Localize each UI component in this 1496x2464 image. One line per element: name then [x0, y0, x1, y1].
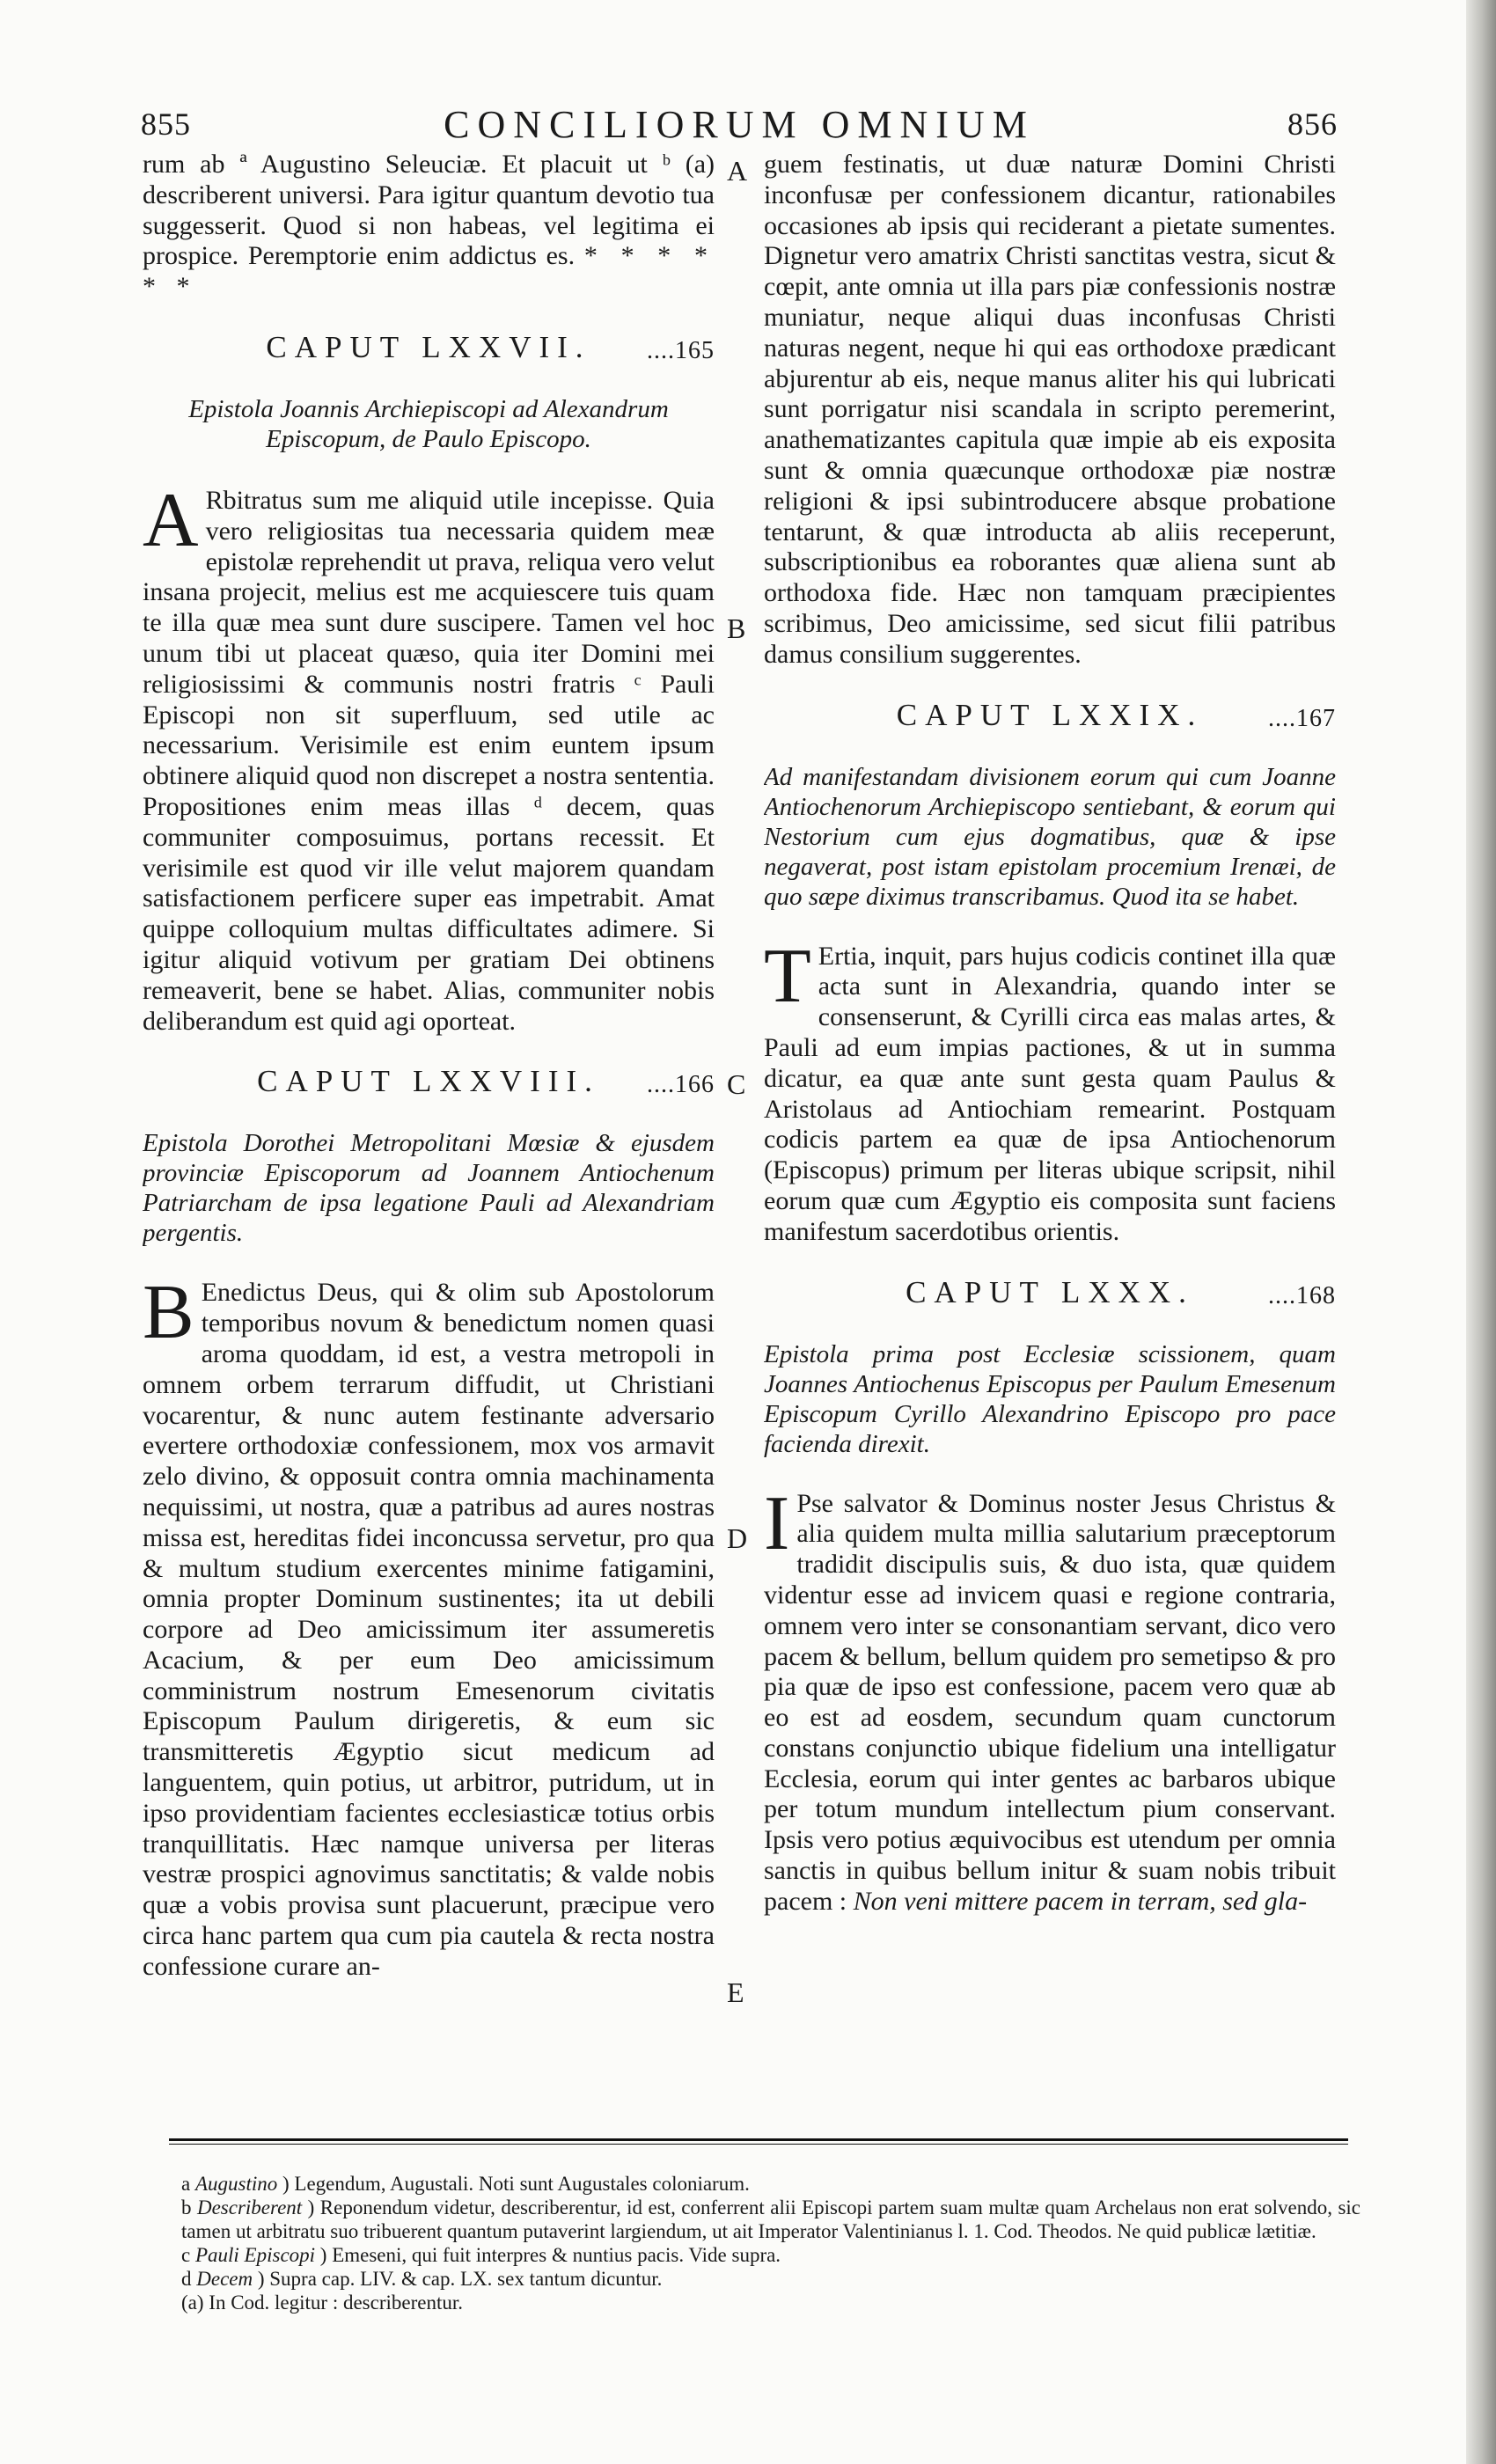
footnote-lemma: Decem	[196, 2268, 253, 2290]
footnote-mark: b	[181, 2196, 192, 2218]
caput-78-text: Enedictus Deus, qui & olim sub Apostolorum temporibus novum & benedictum nomen quasi aroma quoddam, id est, a vestra metropoli in omnem orbem terrarum diffudit, ut Christiani vocarentur, & nunc autem festinante adversario evertere orthodoxiæ confessionem, mox vos armavit zelo divino, & opposuit contra omnia machinamenta nequissimi, ut nostra, quæ a patribus ad aures nostras missa est, hereditas fidei inconcussa servetur, pro qua & multum studium exercentes minime fatigamini, omnia propter Dominum sustinentes; ita ut debili corpore ad Deo amicissimum iter assumeretis Acacium, & per eum Deo amicissimum comministrum nostrum Emesenorum civitatis Episcopum Paulum dirigeretis, & eum sic transmitteretis Ægyptio sicut medicum ad languentem, quin potius, ut arbitror, putridum, ut in ipso providentiam facientes ecclesiasticæ totius orbis tranquillitatis. Hæc namque universa per literas vestræ prospici agnovimus sanctitatis; & valde nobis quæ a vobis provisa sunt placuerunt, præcipue vero circa hanc partem qua cum pia cautela & recta nostra confessione curare an-	[143, 1278, 715, 1981]
footnote-mark: (a)	[181, 2292, 204, 2314]
caput-77-heading	[143, 329, 715, 368]
caput-79-ref: ....167	[1268, 704, 1336, 732]
footnote-text: ) Emeseni, qui fuit interpres & nuntius pacis. Vide supra.	[319, 2244, 781, 2266]
caput-80-text: Pse salvator & Dominus noster Jesus Christus & alia quidem multa millia salutarium præceptorum tradidit discipulis suis, & duo ista, quæ quidem videntur esse ad invicem quasi e regione contraria, omnem vero inter se consonantiam servant, dico vero pacem & bellum, bellum quidem pro semetipso & pro pia quæ de ipso est confessione, pacem vero quæ ab eo est ad eosdem, secundum quam cunctorum constans conjunctio ubique fidelium una intelligatur Ecclesia, eorum qui inter gentes ac barbaros ubique per totum mundum intellectum pium conservant. Ipsis vero potius æquivocibus est utendum per omnia sanctis in quibus bellum initur & suam nobis tribuit pacem :	[764, 1488, 1336, 1916]
right-column	[764, 150, 1336, 2112]
footnote-mark: d	[181, 2268, 192, 2290]
caput-77-label: CAPUT LXXVII.	[266, 329, 591, 364]
footnotes	[181, 2172, 1360, 2314]
caput-80-text-italic: Non veni mittere pacem in terram, sed gla-	[853, 1886, 1308, 1916]
page-number-right: 856	[1287, 106, 1338, 142]
caput-78-title: Epistola Dorothei Metropolitani Mœsiæ & ejusdem provinciæ Episcoporum ad Joannem Antiochenum Patriarcham de ipsa legatione Pauli ad Alexandriam pergentis.	[143, 1129, 715, 1248]
caput-80-body	[764, 1480, 1336, 1918]
caput-77-body	[143, 477, 715, 1037]
caput-78-label: CAPUT LXXVIII.	[257, 1064, 600, 1099]
footnote-mark: c	[181, 2244, 191, 2266]
page-edge-shadow	[1466, 0, 1496, 2464]
margin-letter-a: A	[727, 155, 748, 187]
caput-78-ref: ....166	[647, 1071, 715, 1099]
footnote-lemma: Augustino	[194, 2173, 278, 2195]
footnote-a	[181, 2172, 1360, 2196]
caput-80-initial: I	[764, 1480, 790, 1566]
footnote-text: ) Reponendum videtur, describerentur, id est, conferrent alii Episcopi partem suam multæ quam Archelaus non erat solvendo, sic tamen ut arbitratu suo tribuerent quantum putaverint largiendum, ut ait Imperator Valentinianus l. 1. Cod. Theodos. Ne quid publicæ lætitiæ.	[181, 2196, 1361, 2242]
intro-paragraph	[143, 150, 715, 303]
footnote-rule	[169, 2138, 1348, 2141]
caput-80-title: Epistola prima post Ecclesiæ scissionem, quam Joannes Antiochenus Episcopus per Paulum Emesenum Episcopum Cyrillo Alexandrino Episcopo pro pace facienda direxit.	[764, 1339, 1336, 1458]
margin-letter-d: D	[727, 1522, 748, 1554]
margin-letter-e: E	[727, 1976, 744, 2008]
caput-78-heading	[143, 1064, 715, 1102]
footnote-lemma: Describerent	[196, 2196, 303, 2218]
caput-79-body	[764, 933, 1336, 1248]
intro-text: rum ab ª Augustino Seleuciæ. Et placuit ut ᵇ (a) describerent universi. Para igitur quantum devotio tua suggesserit. Quod si non habeas, vel legitima ei prospice. Peremptorie enim addictus es.	[143, 150, 715, 271]
page-number-left: 855	[141, 106, 191, 142]
footnote-text: In Cod. legitur : describerentur.	[209, 2292, 463, 2314]
margin-letter-c: C	[727, 1068, 746, 1100]
caput-79-label: CAPUT LXXIX.	[896, 697, 1204, 732]
footnote-lemma: Pauli Episcopi	[194, 2244, 316, 2266]
page-header	[141, 99, 1338, 151]
right-intro-paragraph: guem festinatis, ut duæ naturæ Domini Christi inconfusæ per confessionem dicantur, rationabiles occasiones ab ipsis qui reciderant a pietate sumentes. Dignetur vero amatrix Christi sanctitas vestra, sicut & cœpit, ante omnia ut illa pars piæ confessionis nostræ muniatur, neque aliqui duas inconfusas Christi naturas negent, neque hi qui eas orthodoxe prædicant abjurentur ab eis, neque manus aliter his qui lubricati sunt porrigatur nisi scandala in scripto peremerint, anathematizantes capitula quæ impie ab eis exposita sunt & omnia quæcunque orthodoxæ piæ nostræ religioni & ipsi subintroducere absque probatione tentarunt, & quæ introducta ab aliis receperunt, subscriptionibus ea roborantes quæ aliena sunt ab orthodoxa fide. Hæc non tamquam præcipientes scribimus, Deo amicissime, sed sicut filii patribus damus consilium suggerentes.	[764, 150, 1336, 669]
caput-79-heading	[764, 697, 1336, 736]
footnote-e	[181, 2291, 1360, 2314]
footnote-mark: a	[181, 2173, 191, 2195]
caput-77-ref: ....165	[647, 336, 715, 364]
margin-letter-b: B	[727, 612, 746, 644]
caput-80-ref: ....168	[1268, 1281, 1336, 1309]
caput-77-initial: A	[143, 477, 199, 563]
caput-79-initial: T	[764, 933, 811, 1019]
caput-78-initial: B	[143, 1270, 194, 1356]
caput-79-text: Ertia, inquit, pars hujus codicis continet illa quæ acta sunt in Alexandria, quando inter se consenserunt, & Cyrilli circa eas malas artes, & Pauli ad eum impias pactiones, & ut in summa dicatur, ea quæ ante sunt gesta quam Paulus & Aristolaus ad Antiochiam remearint. Postquam codicis partem ea quæ de ipsa Antiochenorum (Episcopus) primum per literas ubique scripsit, nihil eorum quæ cum Ægyptio eis composita sunt faciens manifestum sacerdotibus orientis.	[764, 941, 1336, 1246]
caput-79-title: Ad manifestandam divisionem eorum qui cum Joanne Antiochenorum Archiepiscopo sentiebant, & eorum qui Nestorium cum ejus dogmatibus, quæ & ipse negaverat, post istam epistolam procemium Irenæi, de quo sæpe diximus transcribamus. Quod ita se habet.	[764, 762, 1336, 911]
footnote-c	[181, 2243, 1360, 2267]
footnote-text: ) Supra cap. LIV. & cap. LX. sex tantum dicuntur.	[257, 2268, 663, 2290]
intro-stars: * * * * * *	[143, 241, 715, 302]
caput-80-label: CAPUT LXXX.	[906, 1274, 1194, 1309]
footnote-text: ) Legendum, Augustali. Noti sunt Augustales coloniarum.	[282, 2173, 750, 2195]
footnote-rule-thin	[169, 2144, 1348, 2145]
caput-80-heading	[764, 1274, 1336, 1313]
footnote-d	[181, 2267, 1360, 2291]
running-title: CONCILIORUM OMNIUM	[444, 103, 1035, 146]
caput-78-body	[143, 1270, 715, 1982]
caput-77-text: Rbitratus sum me aliquid utile incepisse. Quia vero religiositas tua necessaria quidem meæ epistolæ reprehendit ut prava, reliqua vero velut insana projecit, melius est me acquiescere tuis quam te illa quæ mea sunt dure suscipere. Tamen vel hoc unum tibi ut placeat quæso, quia iter Domini mei religiosissimi & communis nostri fratris ᶜ Pauli Episcopi non sit superfluum, sed utile ac necessarium. Verisimile est enim euntem ipsum obtinere aliquid quod non discrepet a nostra sententia. Propositiones enim meas illas ᵈ decem, quas communiter composuimus, portans recessit. Et verisimile est quod vir ille velut majorem quandam satisfactionem perficere super eas impetrabit. Amat quippe colloquium multas difficultates adimere. Si igitur aliquid votivum per gratiam Dei obtinens remeaverit, bene se habet. Alias, communiter nobis deliberandum est quid agi oporteat.	[143, 485, 715, 1036]
caput-77-title: Epistola Joannis Archiepiscopi ad Alexandrum Episcopum, de Paulo Episcopo.	[188, 394, 669, 453]
left-column	[143, 150, 715, 2112]
footnote-b	[181, 2196, 1360, 2243]
